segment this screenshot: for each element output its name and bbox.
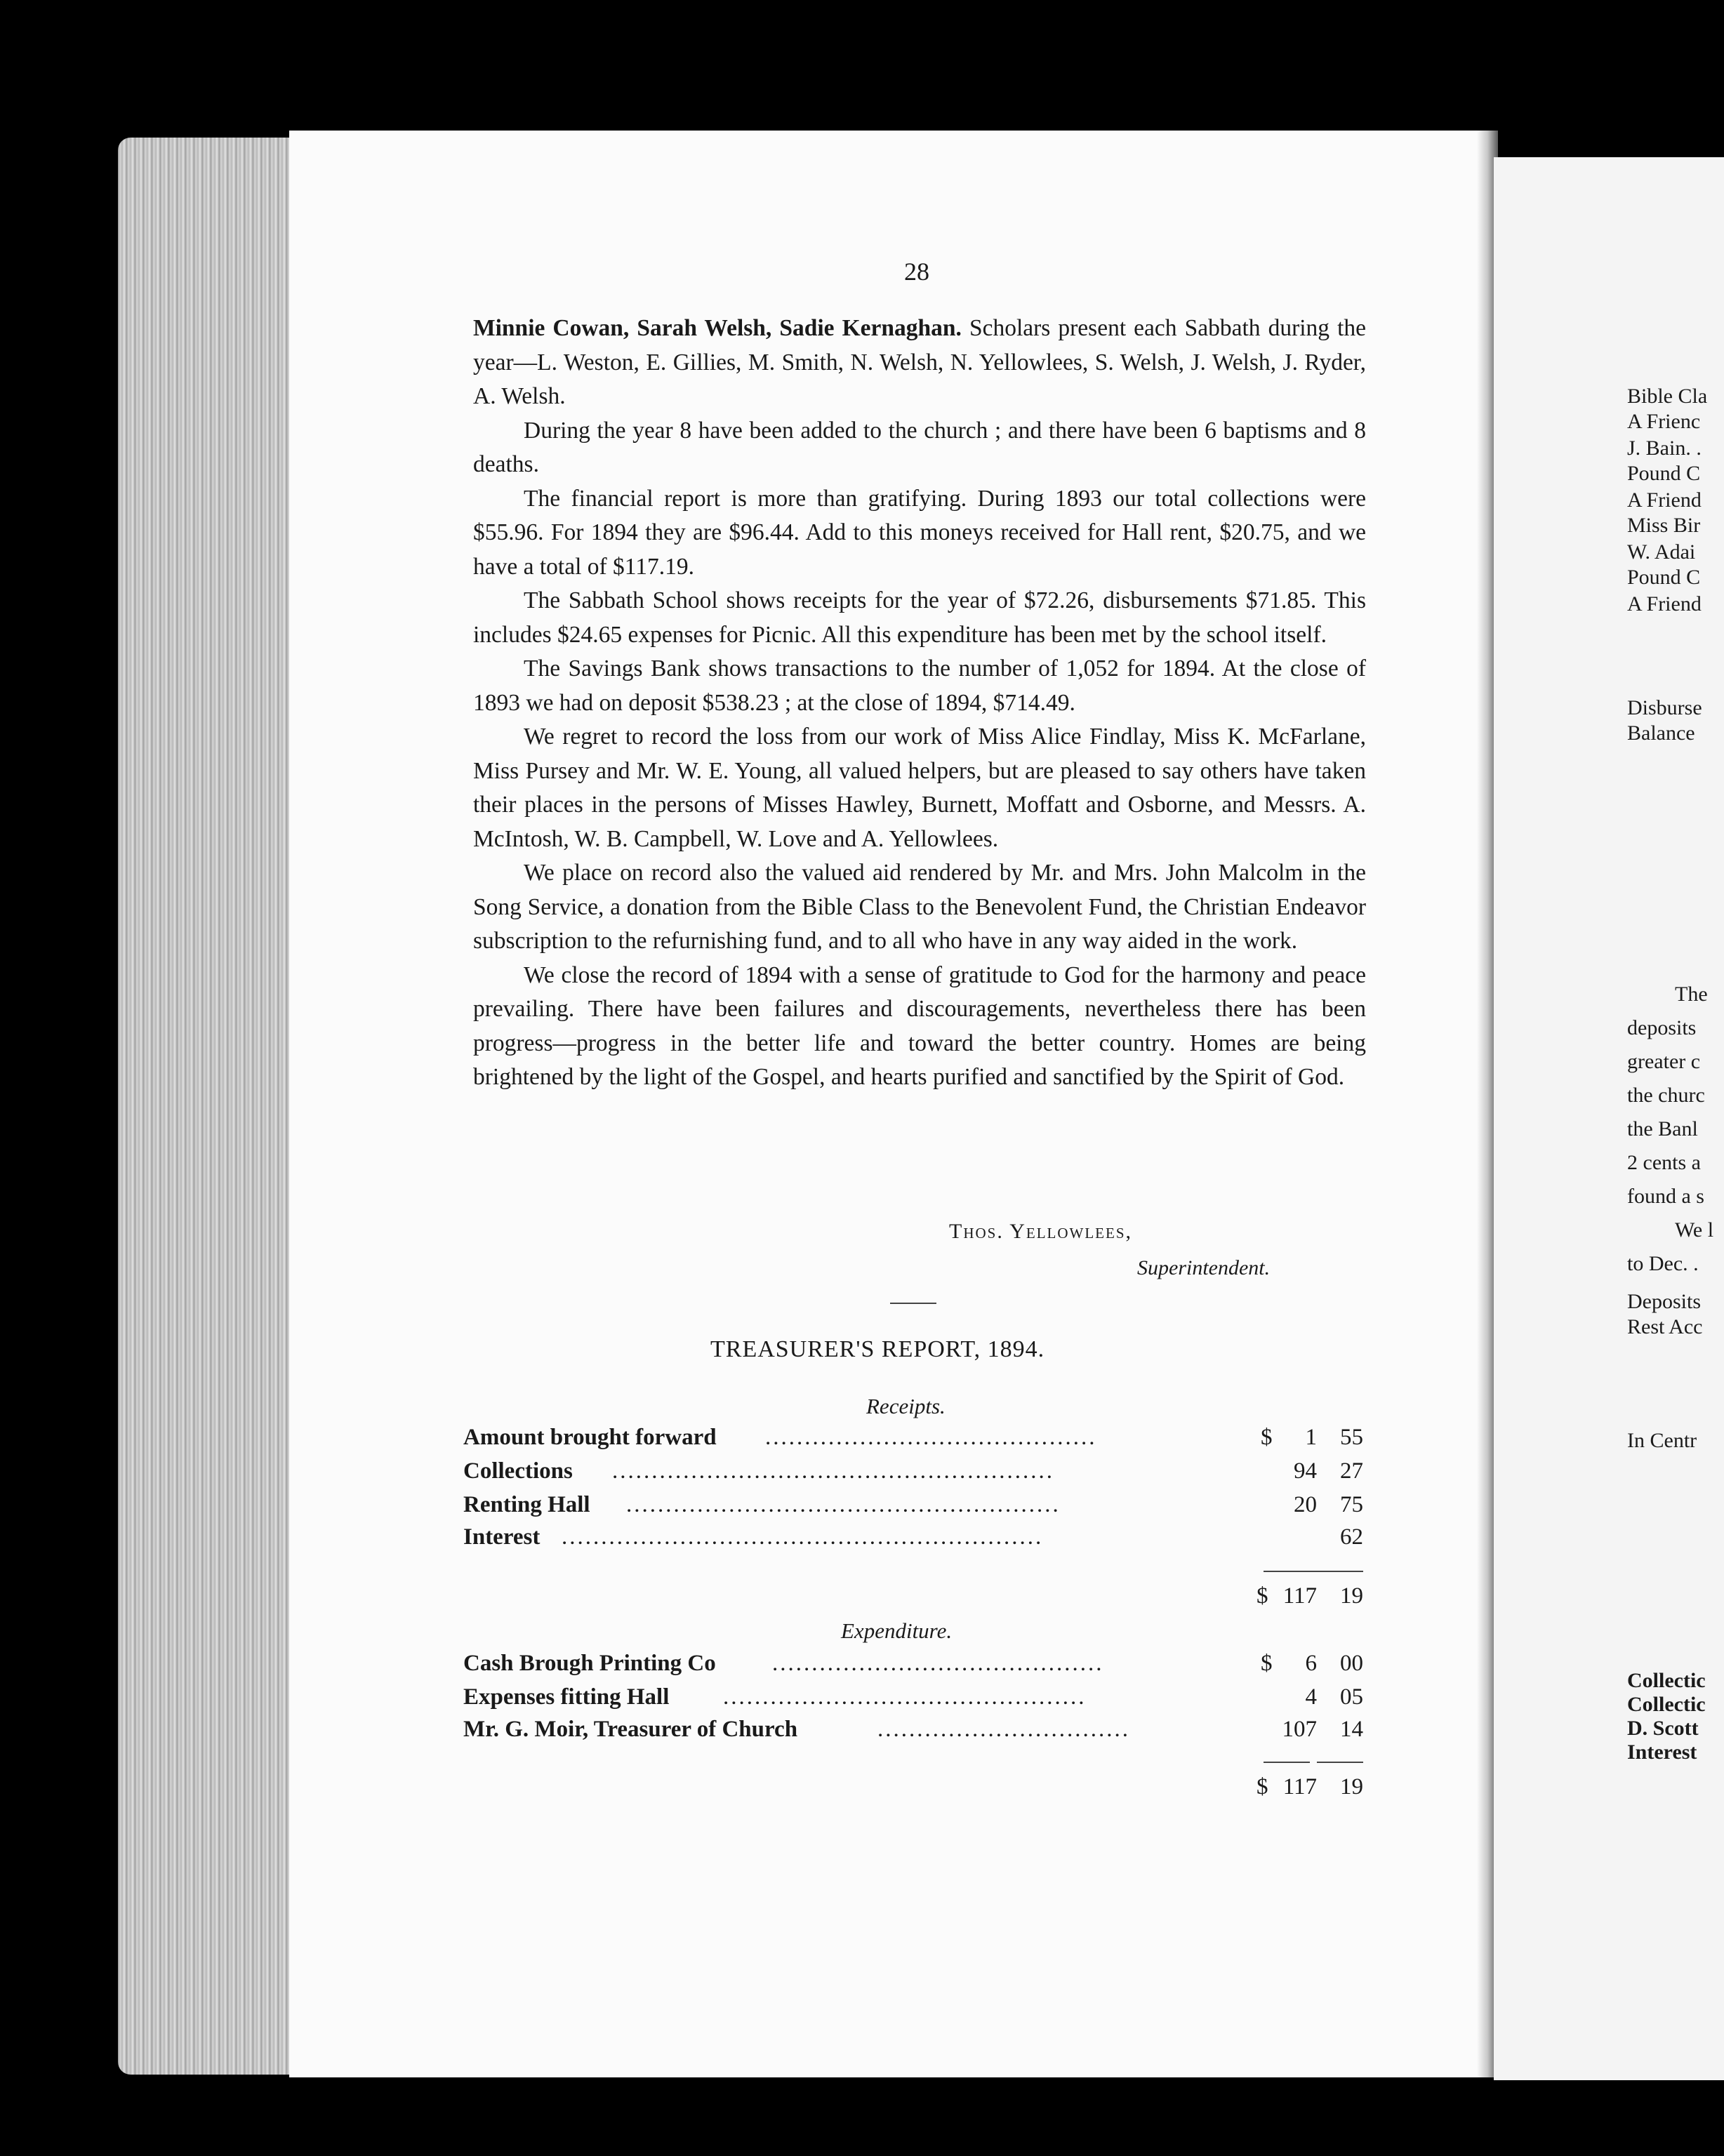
ledger-row	[463, 1651, 1363, 1682]
right-line: Collectic	[1627, 1669, 1706, 1692]
right-line: 2 cents a	[1627, 1151, 1701, 1174]
paragraph: During the year 8 have been added to the church ; and there have been 6 baptisms and 8 deaths.	[473, 417, 1366, 477]
ledger-dollars: 94	[1294, 1458, 1317, 1484]
receipts-heading: Receipts.	[866, 1394, 946, 1418]
ledger-label: Cash Brough Printing Co	[463, 1651, 716, 1676]
right-line: D. Scott	[1627, 1717, 1699, 1740]
right-line: Pound C	[1627, 566, 1701, 589]
ledger-label: Renting Hall	[463, 1492, 590, 1517]
leader-dots: .............................................................	[562, 1524, 1044, 1550]
leader-dots: .......................................................	[626, 1492, 1061, 1517]
ledger-row	[463, 1684, 1363, 1715]
total-dollars: 117	[1282, 1774, 1317, 1799]
right-line: deposits	[1627, 1016, 1697, 1039]
right-line: Collectic	[1627, 1693, 1706, 1716]
ledger-cents: 00	[1340, 1651, 1363, 1676]
ledger-row	[463, 1425, 1363, 1456]
paragraph	[473, 312, 1366, 414]
leader-dots: ..........................................	[772, 1651, 1104, 1676]
right-line: greater c	[1627, 1050, 1701, 1073]
total-cents: 19	[1340, 1774, 1363, 1799]
ledger-cents: 05	[1340, 1684, 1363, 1710]
section-divider	[890, 1303, 936, 1304]
right-line: A Friend	[1627, 592, 1702, 615]
total-cents: 19	[1340, 1583, 1363, 1609]
total-dollars: 117	[1282, 1583, 1317, 1609]
book-page-edges	[118, 138, 300, 2075]
signature-name: Thos. Yellowlees,	[949, 1220, 1133, 1243]
right-line: A Friend	[1627, 488, 1702, 512]
total-rule	[1317, 1762, 1363, 1763]
right-line: In Centr	[1627, 1429, 1697, 1452]
total-currency: $	[1256, 1774, 1268, 1799]
ledger-label: Collections	[463, 1458, 573, 1484]
leader-dots: ................................	[877, 1717, 1130, 1742]
paragraph-continuation: Scholars present each Sabbath during the year—L. Weston, E. Gillies, M. Smith, N. Welsh, N. Yellowlees, S. Welsh, J. Welsh, J. Ryder, A. Welsh.	[473, 315, 1367, 409]
ledger-label: Expenses fitting Hall	[463, 1684, 670, 1710]
paragraph-bold-start: Minnie Cowan, Sarah Welsh, Sadie Kernaghan.	[473, 315, 962, 341]
right-line: Rest Acc	[1627, 1315, 1703, 1338]
total-currency: $	[1256, 1583, 1268, 1609]
right-line: to Dec. .	[1627, 1252, 1699, 1275]
paragraph: The financial report is more than gratifying. During 1893 our total collections were $55.96. For 1894 they are $96.44. Add to this moneys received for Hall rent, $20.75, and we have a total of $117.19.	[473, 485, 1366, 580]
ledger-dollars: 6	[1305, 1651, 1317, 1676]
ledger-currency: $	[1261, 1425, 1273, 1450]
paragraph: We regret to record the loss from our work of Miss Alice Findlay, Miss K. McFarlane, Miss Pursey and Mr. W. E. Young, all valued helpers, but are pleased to say others have taken their places in the persons of Misses Hawley, Burnett, Moffatt and Osborne, and Messrs. A. McIntosh, W. B. Campbell, W. Love and A. Yellowlees.	[473, 724, 1366, 852]
leader-dots: ..............................................	[723, 1684, 1087, 1710]
ledger-cents: 75	[1340, 1492, 1363, 1517]
ledger-cents: 55	[1340, 1425, 1363, 1450]
expenditure-heading: Expenditure.	[841, 1618, 953, 1643]
ledger-cents: 62	[1340, 1524, 1363, 1550]
ledger-currency: $	[1261, 1651, 1273, 1676]
right-line: found a s	[1627, 1185, 1704, 1208]
ledger-cents: 27	[1340, 1458, 1363, 1484]
right-line: Disburse	[1627, 696, 1702, 719]
right-line: A Frienc	[1627, 410, 1701, 433]
total-rule	[1264, 1571, 1363, 1572]
ledger-row	[463, 1458, 1363, 1489]
right-line: Bible Cla	[1627, 385, 1708, 408]
ledger-dollars: 4	[1305, 1684, 1317, 1710]
ledger-dollars: 107	[1282, 1717, 1317, 1742]
right-line: the Banl	[1627, 1117, 1698, 1140]
expenditure-total	[1256, 1774, 1363, 1805]
right-line: Pound C	[1627, 462, 1701, 485]
right-line: The	[1675, 983, 1708, 1006]
paragraph: We close the record of 1894 with a sense of gratitude to God for the harmony and peace prevailing. There have been failures and discouragements, nevertheless there has been progress—progress in the better life and toward the better country. Homes are being brightened by the light of the Gospel, and hearts purified and sanctified by the Spirit of God.	[473, 961, 1366, 1090]
ledger-row	[463, 1524, 1363, 1555]
ledger-dollars: 20	[1294, 1492, 1317, 1517]
paragraph: The Sabbath School shows receipts for the year of $72.26, disbursements $71.85. This includes $24.65 expenses for Picnic. All this expenditure has been met by the school itself.	[473, 587, 1366, 648]
signature-title: Superintendent.	[1137, 1256, 1271, 1279]
ledger-row	[463, 1492, 1363, 1523]
right-page-fragment	[1494, 157, 1724, 2080]
leader-dots: ........................................................	[612, 1458, 1054, 1484]
ledger-label: Interest	[463, 1524, 541, 1550]
ledger-row	[463, 1717, 1363, 1748]
right-line: Deposits	[1627, 1290, 1701, 1313]
right-line: W. Adai	[1627, 540, 1696, 564]
ledger-dollars: 1	[1305, 1425, 1317, 1450]
paragraph: We place on record also the valued aid rendered by Mr. and Mrs. John Malcolm in the Song Service, a donation from the Bible Class to the Benevolent Fund, the Christian Endeavor subscription to the refurnishing fund, and to all who have in any way aided in the work.	[473, 860, 1366, 954]
leader-dots: ..........................................	[765, 1425, 1097, 1450]
right-line: Interest	[1627, 1741, 1697, 1764]
report-title: TREASURER'S REPORT, 1894.	[710, 1336, 1045, 1362]
report-body	[473, 312, 1366, 1095]
paragraph: The Savings Bank shows transactions to the number of 1,052 for 1894. At the close of 1893 we had on deposit $538.23 ; at the close of 1894, $714.49.	[473, 656, 1366, 716]
right-line: We l	[1675, 1218, 1714, 1242]
ledger-cents: 14	[1340, 1717, 1363, 1742]
right-line: the churc	[1627, 1084, 1705, 1107]
ledger-label: Mr. G. Moir, Treasurer of Church	[463, 1717, 798, 1742]
receipts-total	[1256, 1583, 1363, 1614]
page-number: 28	[904, 258, 929, 286]
right-line: J. Bain. .	[1627, 437, 1702, 460]
total-rule	[1264, 1762, 1310, 1763]
ledger-label: Amount brought forward	[463, 1425, 717, 1450]
right-line: Balance	[1627, 721, 1695, 745]
right-line: Miss Bir	[1627, 514, 1701, 537]
